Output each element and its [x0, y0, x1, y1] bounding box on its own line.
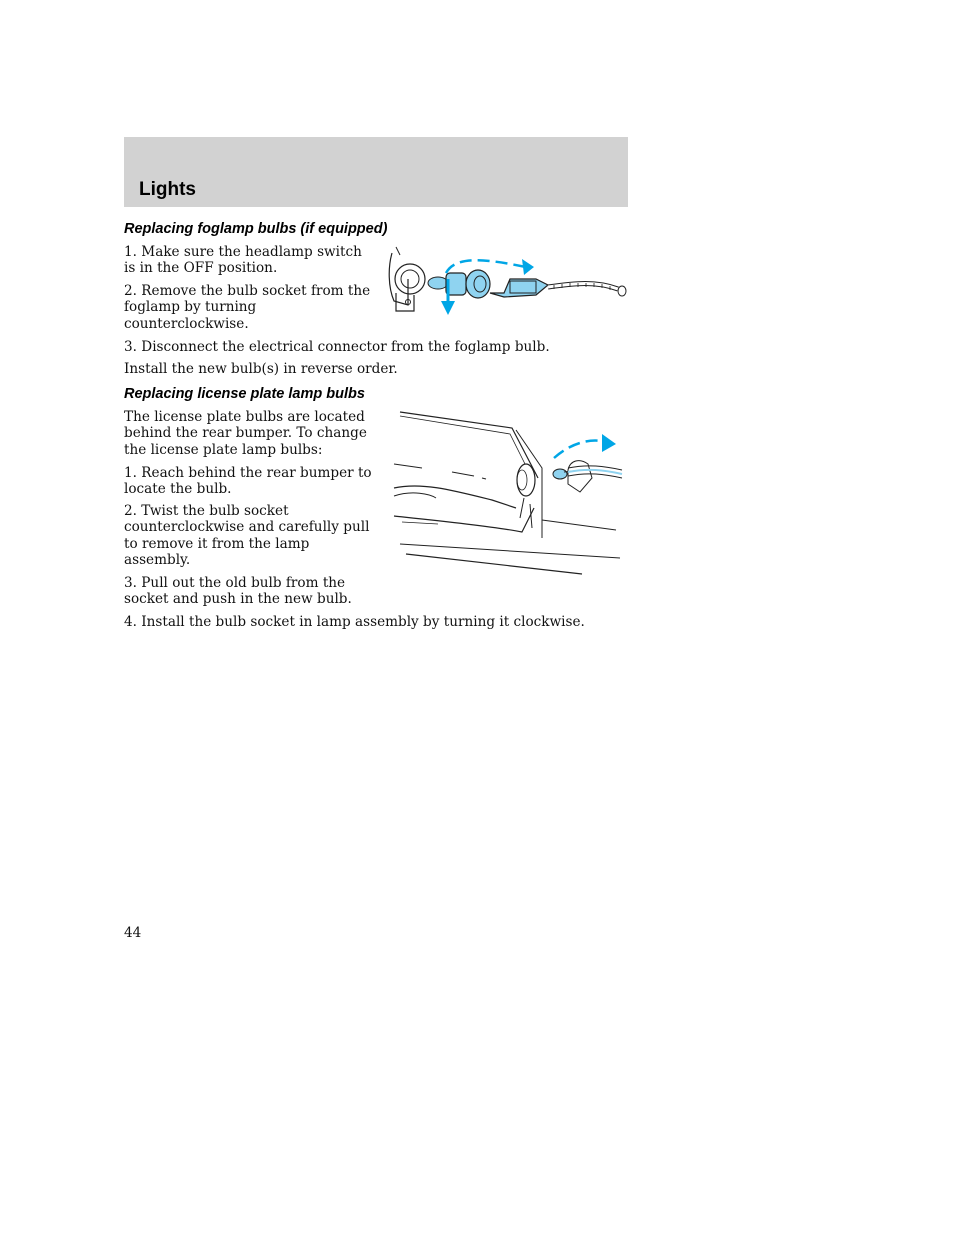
foglamp-install-note: Install the new bulb(s) in reverse order. [124, 361, 398, 377]
license-step-2: 2. Twist the bulb socket counterclockwise and carefully pull to remove it from the lamp assembly. [124, 503, 370, 569]
license-plate-lamp-illustration [392, 408, 628, 576]
foglamp-step-3: 3. Disconnect the electrical connector from the foglamp bulb. [124, 339, 550, 355]
foglamp-step-1: 1. Make sure the headlamp switch is in the OFF position. [124, 244, 362, 277]
section-header-band [124, 137, 628, 207]
page-number: 44 [124, 925, 142, 941]
license-step-1: 1. Reach behind the rear bumper to locate the bulb. [124, 465, 372, 498]
license-step-4: 4. Install the bulb socket in lamp assembly by turning it clockwise. [124, 614, 585, 630]
section-title-foglamp: Replacing foglamp bulbs (if equipped) [124, 221, 388, 237]
license-step-3: 3. Pull out the old bulb from the socket and push in the new bulb. [124, 575, 352, 608]
foglamp-illustration [386, 245, 630, 317]
foglamp-step-2: 2. Remove the bulb socket from the foglamp by turning counterclockwise. [124, 283, 371, 332]
page-title: Lights [139, 179, 196, 200]
section-title-license-plate: Replacing license plate lamp bulbs [124, 386, 365, 402]
license-intro: The license plate bulbs are located behind the rear bumper. To change the license plate lamp bulbs: [124, 409, 367, 458]
